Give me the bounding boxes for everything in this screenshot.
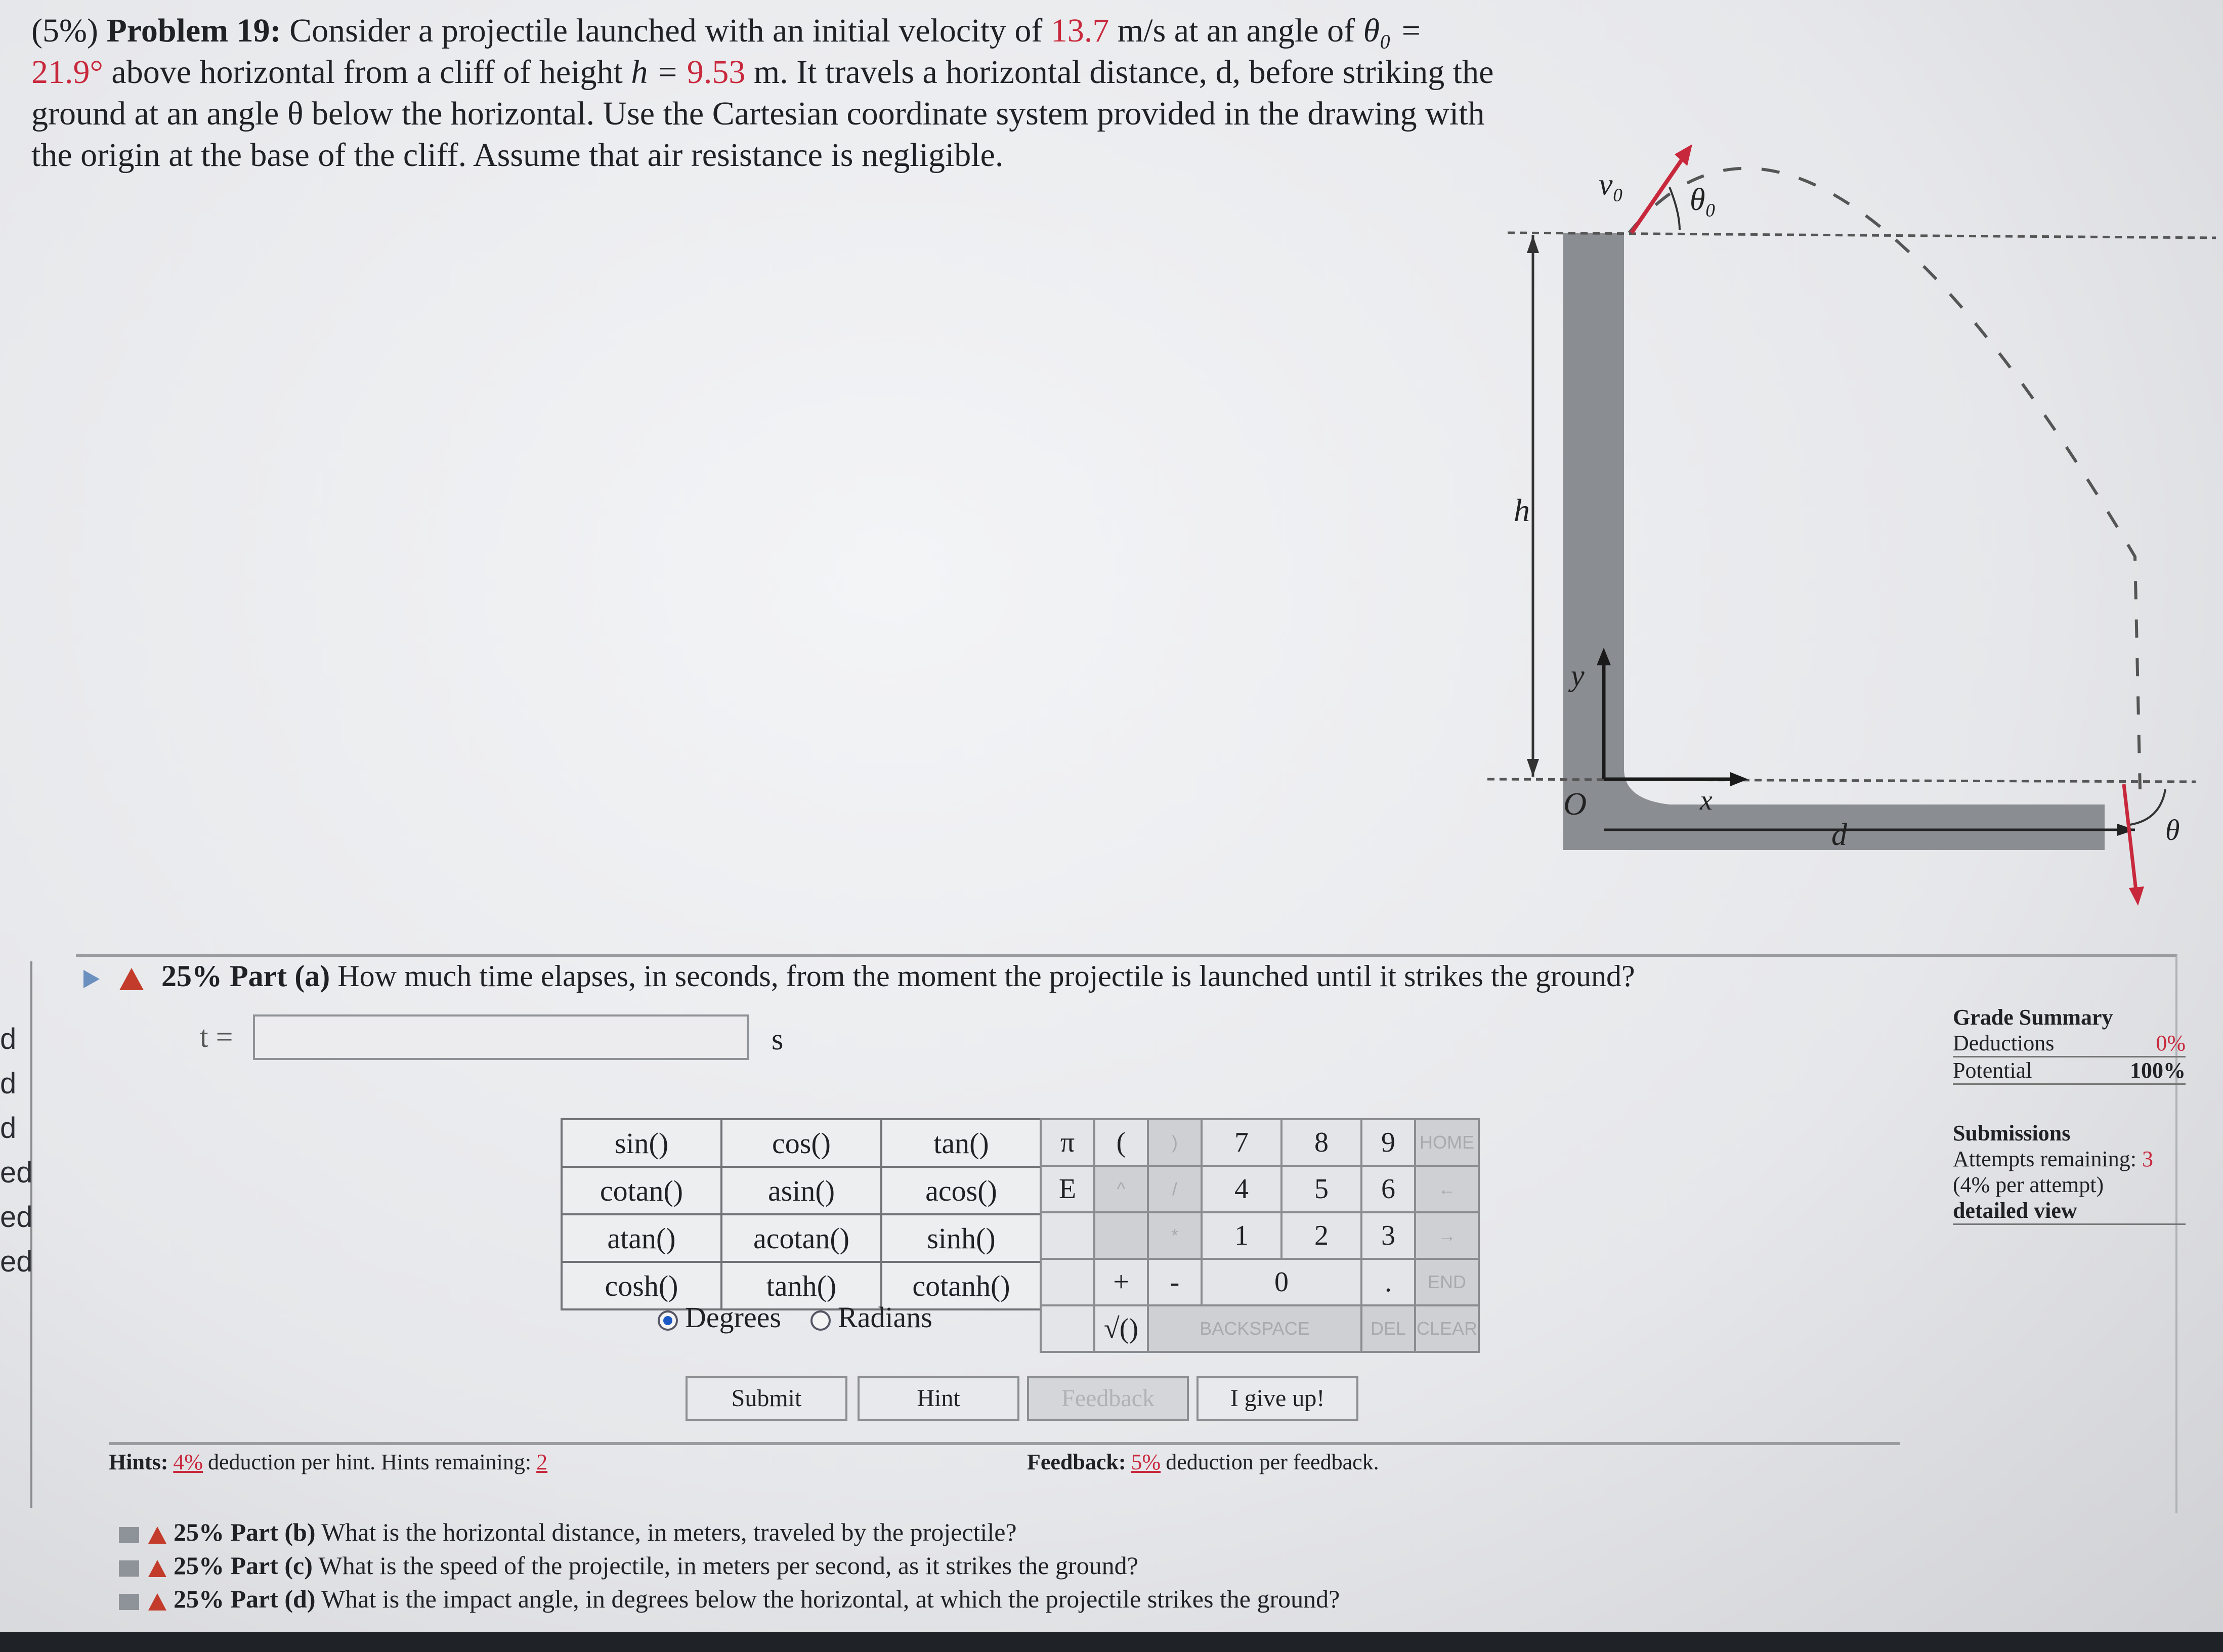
part-row[interactable] (119, 1515, 1340, 1549)
problem-statement (31, 10, 1499, 176)
func-button[interactable]: cotanh() (881, 1262, 1041, 1309)
theta-label: θ (2165, 814, 2180, 846)
bottom-bar (0, 1632, 2223, 1652)
part-a-percent: 25% (161, 959, 222, 993)
plus-key[interactable]: + (1094, 1259, 1148, 1305)
attempts-value: 3 (2142, 1147, 2153, 1171)
part-question: What is the speed of the projectile, in meters per second, as it strikes the ground? (318, 1551, 1138, 1580)
del-key[interactable]: DEL (1361, 1305, 1415, 1352)
hint-button[interactable]: Hint (858, 1376, 1019, 1421)
lparen-key[interactable]: ( (1094, 1119, 1148, 1166)
blank-key (1041, 1212, 1094, 1259)
feedback-label: Feedback: (1027, 1450, 1126, 1474)
key-5[interactable]: 5 (1281, 1166, 1361, 1212)
part-percent: 25% (174, 1551, 224, 1580)
part-question: What is the impact angle, in degrees below the horizontal, at which the projectile strikes the ground? (321, 1585, 1340, 1613)
angle-mode-selector (658, 1300, 932, 1334)
func-button[interactable]: sinh() (881, 1214, 1041, 1262)
problem-text-2: above horizontal from a cliff of height (111, 54, 623, 91)
key-1[interactable]: 1 (1202, 1212, 1281, 1259)
grade-summary (1953, 1004, 2186, 1225)
rparen-key[interactable]: ) (1148, 1119, 1202, 1166)
initial-velocity-value: 13.7 (1050, 12, 1109, 49)
number-keypad (1040, 1118, 1480, 1353)
problem-number: Problem 19: (106, 12, 281, 49)
warning-icon (119, 968, 144, 990)
grade-summary-title: Grade Summary (1953, 1005, 2113, 1030)
deductions-label: Deductions (1953, 1031, 2055, 1055)
func-button[interactable]: tanh() (721, 1262, 881, 1309)
height-value: 9.53 (687, 54, 746, 91)
part-a-header (83, 959, 1635, 994)
per-attempt: (4% per attempt) (1953, 1172, 2104, 1197)
answer-unit: s (772, 1023, 784, 1056)
hints-label: Hints: (109, 1450, 168, 1474)
func-button[interactable]: tan() (881, 1119, 1041, 1167)
other-parts-list (119, 1515, 1340, 1616)
func-button[interactable]: cos() (721, 1119, 881, 1167)
feedback-button[interactable]: Feedback (1027, 1376, 1189, 1421)
deductions-value: 0% (2156, 1031, 2186, 1055)
blank-key (1094, 1212, 1148, 1259)
attempts-remaining (1953, 1146, 2186, 1172)
part-a-title: Part (a) (230, 959, 330, 993)
func-button[interactable]: asin() (721, 1167, 881, 1214)
problem-prefix: (5%) (31, 12, 98, 49)
radians-radio[interactable] (810, 1310, 831, 1331)
hints-percent: 4% (173, 1450, 203, 1474)
back-arrow-key[interactable]: ← (1415, 1166, 1479, 1212)
part-percent: 25% (174, 1518, 224, 1546)
submit-button[interactable]: Submit (686, 1376, 847, 1421)
problem-text-3: m. It travels a horizontal distance, d, before striking the ground at an angle θ below the horizontal. Use the Cartesian coordinate system provided in the drawing with the origin at the base of the cliff. Assume that air resistance is negligible. (31, 54, 1494, 174)
sidebar-fragment: ed (0, 1245, 33, 1278)
hints-text: deduction per hint. Hints remaining: (208, 1450, 532, 1474)
answer-input[interactable] (253, 1014, 749, 1060)
theta-arc (2130, 789, 2165, 825)
func-button[interactable]: atan() (562, 1214, 721, 1262)
feedback-percent: 5% (1131, 1450, 1161, 1474)
sidebar-fragment: d (0, 1112, 17, 1145)
function-keypad (561, 1118, 1042, 1310)
part-title: Part (c) (230, 1551, 313, 1580)
d-label: d (1831, 818, 1847, 852)
origin-label: O (1563, 786, 1587, 822)
collapsed-part-icon (119, 1594, 139, 1610)
hints-remaining: 2 (536, 1450, 548, 1474)
expand-arrow-icon[interactable] (83, 970, 100, 988)
problem-text-1: Consider a projectile launched with an initial velocity of (289, 12, 1043, 49)
h-label: h (1514, 492, 1530, 528)
warning-icon (148, 1527, 166, 1544)
degrees-radio[interactable] (658, 1310, 678, 1331)
left-sidebar-fragment (0, 961, 32, 1508)
angle-value: 21.9° (31, 54, 103, 91)
key-7[interactable]: 7 (1202, 1119, 1281, 1166)
end-key[interactable]: END (1415, 1259, 1479, 1305)
forward-arrow-key[interactable]: → (1415, 1212, 1479, 1259)
minus-key[interactable]: - (1148, 1259, 1202, 1305)
backspace-key[interactable]: BACKSPACE (1148, 1305, 1361, 1352)
give-up-button[interactable]: I give up! (1196, 1376, 1358, 1421)
cliff-shape (1563, 233, 2105, 850)
x-axis-label: x (1700, 785, 1713, 816)
radians-label: Radians (838, 1301, 932, 1334)
pi-key[interactable]: π (1041, 1119, 1094, 1166)
part-a-question: How much time elapses, in seconds, from the moment the projectile is launched until it strikes the ground? (337, 959, 1635, 993)
dot-key[interactable]: . (1361, 1259, 1415, 1305)
func-button[interactable]: acotan() (721, 1214, 881, 1262)
sidebar-fragment: d (0, 1023, 17, 1055)
part-title: Part (d) (230, 1585, 316, 1613)
theta0-symbol: θ₀ = (1363, 12, 1422, 49)
sidebar-fragment: d (0, 1067, 17, 1100)
deductions-row (1953, 1030, 2186, 1057)
sidebar-fragment: ed (0, 1156, 33, 1189)
potential-row (1953, 1057, 2186, 1085)
detailed-view-link[interactable]: detailed view (1953, 1198, 2186, 1225)
impact-arrow (2124, 784, 2136, 891)
func-button[interactable]: acos() (881, 1167, 1041, 1214)
sidebar-fragment: ed (0, 1201, 33, 1234)
part-title: Part (b) (230, 1518, 316, 1546)
warning-icon (148, 1593, 166, 1611)
key-9[interactable]: 9 (1361, 1119, 1415, 1166)
v0-label: v₀ (1599, 167, 1624, 202)
hints-bar (109, 1442, 1900, 1510)
theta0-arc (1670, 187, 1680, 230)
potential-value: 100% (2130, 1058, 2186, 1083)
func-button[interactable]: sin() (562, 1119, 721, 1167)
collapsed-part-icon (119, 1527, 139, 1543)
feedback-text: deduction per feedback. (1166, 1450, 1379, 1474)
part-percent: 25% (174, 1585, 224, 1613)
home-key[interactable]: HOME (1415, 1119, 1479, 1166)
feedback-info (1027, 1449, 1379, 1475)
divide-key[interactable]: / (1148, 1166, 1202, 1212)
answer-variable-label: t = (200, 1020, 233, 1053)
power-key[interactable]: ^ (1094, 1166, 1148, 1212)
sqrt-key[interactable]: √() (1094, 1305, 1148, 1352)
key-0[interactable]: 0 (1202, 1259, 1361, 1305)
part-row[interactable] (119, 1582, 1340, 1616)
degrees-label: Degrees (685, 1301, 782, 1334)
projectile-diagram (1457, 101, 2216, 936)
e-key[interactable]: E (1041, 1166, 1094, 1212)
key-2[interactable]: 2 (1281, 1212, 1361, 1259)
trajectory-path (1629, 168, 2140, 789)
key-8[interactable]: 8 (1281, 1119, 1361, 1166)
multiply-key[interactable]: * (1148, 1212, 1202, 1259)
clear-key[interactable]: CLEAR (1415, 1305, 1479, 1352)
key-4[interactable]: 4 (1202, 1166, 1281, 1212)
key-3[interactable]: 3 (1361, 1212, 1415, 1259)
theta0-label: θ₀ (1690, 183, 1717, 217)
blank-key (1041, 1305, 1094, 1352)
attempts-label: Attempts remaining: (1953, 1147, 2136, 1171)
h-symbol: h = (631, 54, 679, 91)
potential-label: Potential (1953, 1058, 2032, 1083)
blank-key (1041, 1259, 1094, 1305)
y-axis-label: y (1571, 659, 1585, 692)
func-button[interactable]: cosh() (562, 1262, 721, 1309)
key-6[interactable]: 6 (1361, 1166, 1415, 1212)
velocity-unit: m/s at an angle of (1117, 12, 1355, 49)
part-row[interactable] (119, 1549, 1340, 1582)
submissions-title: Submissions (1953, 1121, 2071, 1146)
collapsed-part-icon (119, 1560, 139, 1577)
part-question: What is the horizontal distance, in meters, traveled by the projectile? (321, 1518, 1017, 1546)
warning-icon (148, 1560, 166, 1577)
func-button[interactable]: cotan() (562, 1167, 721, 1214)
